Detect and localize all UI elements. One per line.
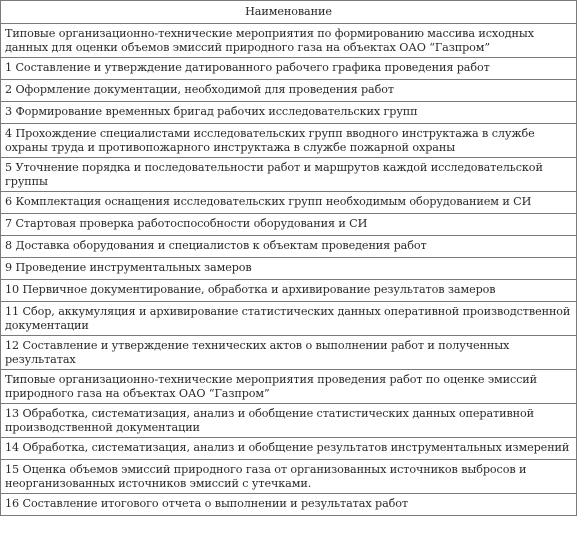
table-row <box>1 438 577 460</box>
table-header-row <box>1 1 577 24</box>
table-cell: 11 Сбор, аккумуляция и архивирование статистических данных оперативной производственной документации <box>1 302 577 336</box>
table-row <box>1 460 577 494</box>
table-row <box>1 158 577 192</box>
table-row <box>1 236 577 258</box>
table-cell: 13 Обработка, систематизация, анализ и обобщение статистических данных оперативной производственной документации <box>1 404 577 438</box>
table-row <box>1 258 577 280</box>
table-cell: 8 Доставка оборудования и специалистов к объектам проведения работ <box>1 236 577 258</box>
table-cell: 1 Составление и утверждение датированного рабочего графика проведения работ <box>1 58 577 80</box>
table-row <box>1 102 577 124</box>
table-cell: 2 Оформление документации, необходимой для проведения работ <box>1 80 577 102</box>
table-row <box>1 404 577 438</box>
table-row <box>1 24 577 58</box>
table-row <box>1 58 577 80</box>
table-row <box>1 280 577 302</box>
table-cell: 6 Комплектация оснащения исследовательских групп необходимым оборудованием и СИ <box>1 192 577 214</box>
table-cell: 4 Прохождение специалистами исследовательских групп вводного инструктажа в службе охраны труда и противопожарного инструктажа в службе пожарной охраны <box>1 124 577 158</box>
table-cell: 10 Первичное документирование, обработка и архивирование результатов замеров <box>1 280 577 302</box>
table-row <box>1 302 577 336</box>
table-cell: 7 Стартовая проверка работоспособности оборудования и СИ <box>1 214 577 236</box>
table-cell: 3 Формирование временных бригад рабочих исследовательских групп <box>1 102 577 124</box>
table-cell: 16 Составление итогового отчета о выполнении и результатах работ <box>1 494 577 516</box>
table-cell: 14 Обработка, систематизация, анализ и обобщение результатов инструментальных измерений <box>1 438 577 460</box>
table-row <box>1 494 577 516</box>
table-row <box>1 124 577 158</box>
table-row <box>1 192 577 214</box>
table-row <box>1 214 577 236</box>
table-row <box>1 80 577 102</box>
table-cell: 9 Проведение инструментальных замеров <box>1 258 577 280</box>
table-cell: 5 Уточнение порядка и последовательности работ и маршрутов каждой исследовательской группы <box>1 158 577 192</box>
table-row <box>1 336 577 370</box>
column-header-name: Наименование <box>1 1 577 24</box>
table-cell: 15 Оценка объемов эмиссий природного газа от организованных источников выбросов и неорганизованных источников эмиссий с утечками. <box>1 460 577 494</box>
table-cell-section-heading: Типовые организационно-технические мероприятия по формированию массива исходных данных для оценки объемов эмиссий природного газа на объектах ОАО “Газпром” <box>1 24 577 58</box>
table-row <box>1 370 577 404</box>
table-cell: 12 Составление и утверждение технических актов о выполнении работ и полученных результатах <box>1 336 577 370</box>
table-cell-section-heading: Типовые организационно-технические мероприятия проведения работ по оценке эмиссий природного газа на объектах ОАО “Газпром” <box>1 370 577 404</box>
